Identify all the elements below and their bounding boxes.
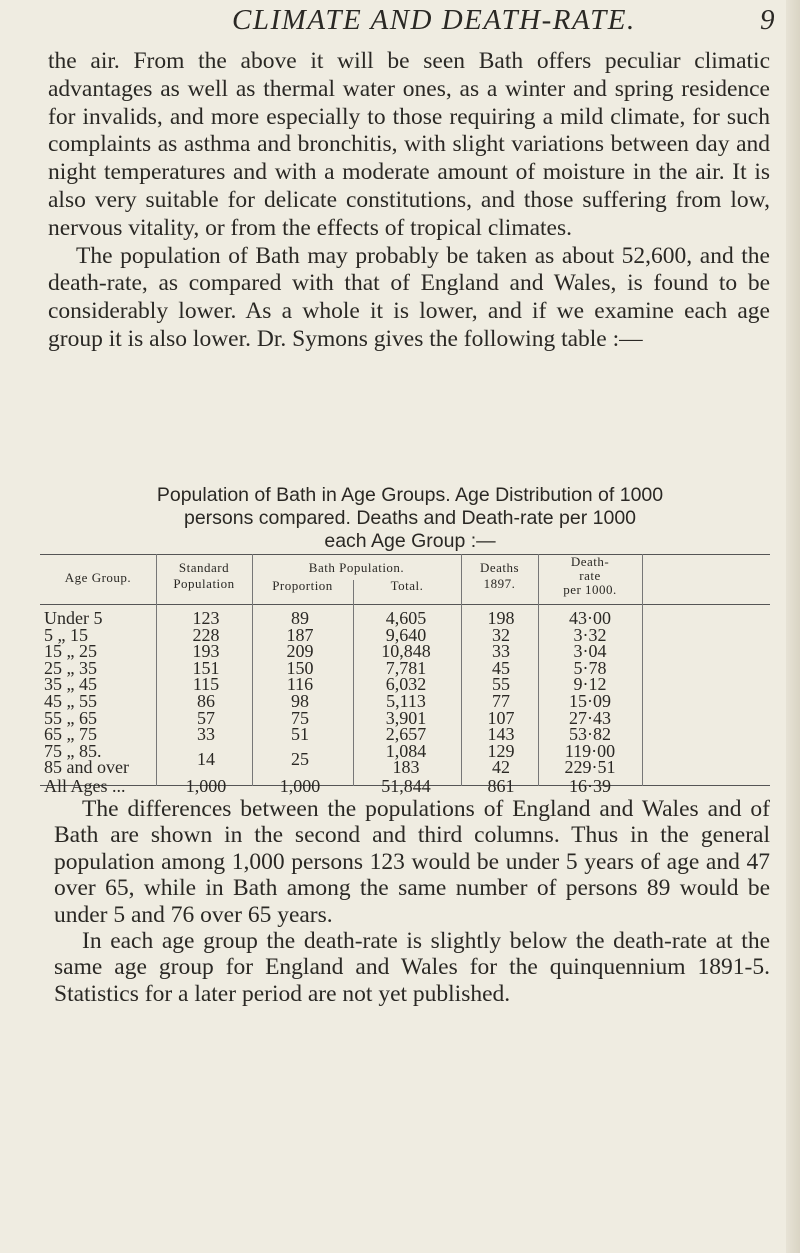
cell-total: 3,901 bbox=[385, 707, 427, 728]
caption-line-1: Population of Bath in Age Groups. Age Distribution of 1000 bbox=[156, 484, 664, 506]
header-standard-population bbox=[156, 560, 252, 592]
cell-death-rate: 119·00 bbox=[564, 740, 616, 761]
cell-proportion: 75 bbox=[291, 707, 309, 728]
intro-text bbox=[48, 48, 770, 354]
paragraph-death-rate: In each age group the death-rate is slightly below the death-rate at the same age group for England and Wales for the quinquennium 1891-5. Statistics for a later period are not yet published. bbox=[54, 928, 770, 1007]
cell-death-rate: 43·00 bbox=[569, 608, 611, 628]
caption-line-2: persons compared. Deaths and Death-rate per 1000 bbox=[183, 507, 637, 529]
cell-deaths: 143 bbox=[487, 724, 515, 745]
paragraph-population: The population of Bath may probably be taken as about 52,600, and the death-rate, as compared with that of England and Wales, is found to be considerably lower. As a whole it is lower, and if we examine each age group it is also lower. Dr. Symons gives the following table :— bbox=[48, 242, 770, 352]
header-total: Total. bbox=[390, 578, 424, 593]
cell-age-group: 15 „ 25 bbox=[44, 641, 97, 662]
cell-standard-75-plus: 14 bbox=[197, 749, 215, 769]
cell-standard: 1,000 bbox=[185, 776, 227, 796]
cell-deaths: 129 bbox=[487, 740, 515, 761]
cell-proportion: 98 bbox=[291, 691, 309, 711]
column-divider bbox=[353, 580, 354, 786]
cell-deaths: 77 bbox=[492, 691, 510, 711]
cell-total: 7,781 bbox=[385, 657, 427, 678]
cell-age-group: All Ages ... bbox=[44, 776, 126, 796]
table-top-rule bbox=[40, 554, 770, 555]
cell-standard: 193 bbox=[192, 641, 220, 662]
caption-line-3: each Age Group :— bbox=[324, 530, 496, 552]
cell-age-group: 75 „ 85. bbox=[44, 740, 102, 761]
running-head-title: CLIMATE AND DEATH-RATE. bbox=[232, 4, 636, 36]
header-death-rate bbox=[538, 555, 642, 597]
cell-total: 183 bbox=[392, 757, 420, 778]
cell-deaths: 32 bbox=[492, 624, 510, 645]
cell-deaths: 861 bbox=[487, 776, 515, 796]
cell-deaths: 55 bbox=[492, 674, 510, 695]
header-rate-line-3: per 1000. bbox=[563, 582, 617, 597]
cell-death-rate: 5·78 bbox=[573, 657, 607, 678]
header-standard-line-1: Standard bbox=[178, 560, 230, 575]
cell-deaths: 198 bbox=[487, 608, 515, 628]
cell-proportion-75-plus: 25 bbox=[291, 749, 309, 769]
cell-proportion: 1,000 bbox=[279, 776, 321, 796]
cell-total: 5,113 bbox=[386, 691, 426, 711]
cell-death-rate: 3·04 bbox=[573, 641, 607, 662]
page-number: 9 bbox=[760, 4, 775, 36]
cell-total: 9,640 bbox=[385, 624, 427, 645]
table-header-rule bbox=[40, 604, 770, 605]
cell-age-group: 35 „ 45 bbox=[44, 674, 97, 695]
cell-proportion: 150 bbox=[286, 657, 314, 678]
cell-proportion: 51 bbox=[291, 724, 309, 745]
header-proportion: Proportion bbox=[272, 578, 333, 593]
closing-text bbox=[54, 796, 770, 1007]
running-head bbox=[0, 2, 800, 42]
cell-death-rate: 3·32 bbox=[573, 624, 607, 645]
header-bath-population: Bath Population. bbox=[308, 560, 405, 575]
header-age-group: Age Group. bbox=[64, 570, 132, 585]
cell-total: 10,848 bbox=[381, 641, 431, 662]
cell-standard: 57 bbox=[197, 707, 215, 728]
header-deaths-line-1: Deaths bbox=[479, 560, 520, 575]
cell-total: 2,657 bbox=[385, 724, 427, 745]
cell-age-group: 65 „ 75 bbox=[44, 724, 97, 745]
cell-deaths: 42 bbox=[492, 757, 510, 778]
paragraph-differences: The differences between the populations of England and Wales and of Bath are shown in the second and third columns. Thus in the general population among 1,000 persons 123 would be under 5 years of age and 47 over 65, while in Bath among the same number of persons 89 would be under 5 and 76 over 65 years. bbox=[54, 796, 770, 928]
cell-deaths: 107 bbox=[487, 707, 515, 728]
cell-age-group: 55 „ 65 bbox=[44, 707, 97, 728]
cell-proportion: 116 bbox=[286, 674, 314, 695]
header-deaths-line-2: 1897. bbox=[483, 576, 516, 591]
cell-total: 6,032 bbox=[385, 674, 427, 695]
cell-death-rate: 53·82 bbox=[569, 724, 611, 745]
cell-age-group: 45 „ 55 bbox=[44, 691, 97, 711]
age-group-table bbox=[40, 554, 770, 796]
header-rate-line-1: Death- bbox=[570, 554, 610, 569]
cell-age-group: 85 and over bbox=[44, 757, 129, 778]
page-edge-shadow bbox=[786, 0, 800, 1253]
cell-proportion: 89 bbox=[291, 608, 309, 628]
paragraph-climate: the air. From the above it will be seen Bath offers peculiar climatic advantages as well as thermal water ones, as a winter and spring residence for invalids, and more especially to those requiring a mild climate, for such complaints as asthma and bronchitis, with slight variations between day and night temperatures and with a moderate amount of moisture in the air. It is also very suitable for delicate constitutions, and those suffering from low, nervous vitality, or from the effects of tropical climates. bbox=[48, 48, 770, 241]
cell-standard: 151 bbox=[192, 657, 220, 678]
cell-deaths: 45 bbox=[492, 657, 510, 678]
cell-death-rate: 16·39 bbox=[569, 776, 611, 796]
cell-standard: 228 bbox=[192, 624, 220, 645]
cell-proportion: 209 bbox=[286, 641, 314, 662]
cell-age-group: 25 „ 35 bbox=[44, 657, 97, 678]
cell-standard: 115 bbox=[192, 674, 220, 695]
column-divider bbox=[642, 554, 643, 786]
cell-total: 51,844 bbox=[381, 776, 431, 796]
table-caption bbox=[40, 484, 780, 553]
cell-standard: 86 bbox=[197, 691, 215, 711]
cell-standard: 123 bbox=[192, 608, 220, 628]
header-deaths bbox=[461, 560, 538, 592]
header-rate-line-2: rate bbox=[579, 568, 601, 583]
cell-death-rate: 27·43 bbox=[569, 707, 611, 728]
cell-death-rate: 15·09 bbox=[569, 691, 611, 711]
cell-death-rate: 229·51 bbox=[564, 757, 616, 778]
cell-proportion: 187 bbox=[286, 624, 314, 645]
cell-total: 4,605 bbox=[385, 608, 427, 628]
cell-standard: 33 bbox=[197, 724, 215, 745]
cell-death-rate: 9·12 bbox=[573, 674, 607, 695]
cell-age-group: Under 5 bbox=[44, 608, 103, 628]
cell-total: 1,084 bbox=[385, 740, 427, 761]
cell-age-group: 5 „ 15 bbox=[44, 624, 88, 645]
cell-deaths: 33 bbox=[492, 641, 510, 662]
header-standard-line-2: Population bbox=[173, 576, 235, 591]
